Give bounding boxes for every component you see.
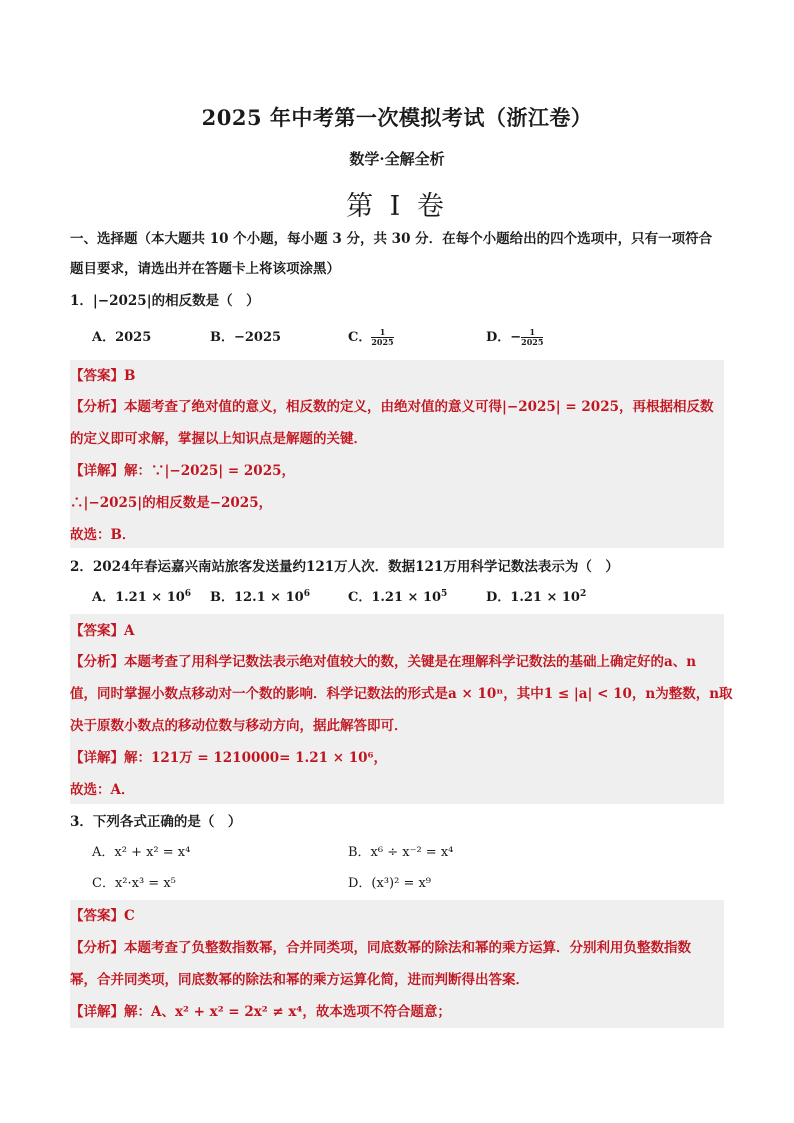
q1-option-c-prefix: C． xyxy=(348,330,372,345)
q1-detail-line-3: 故选：B． xyxy=(70,527,136,543)
q3-option-a: A．x² + x² = x⁴ xyxy=(92,845,191,860)
q1-option-d-prefix: D．− xyxy=(486,330,522,345)
answer-label: 【答案】 xyxy=(70,368,124,384)
q1-detail-line-1 xyxy=(70,461,730,481)
q1-analysis-line-2: 的定义即可求解，掌握以上知识点是解题的关键． xyxy=(70,431,367,447)
detail-text: 解：121万 = 1210000= 1.21 × 10⁶， xyxy=(124,750,387,766)
q1-detail-line-2: ∴|−2025|的相反数是−2025， xyxy=(70,495,273,511)
analysis-text: 本题考查了用科学记数法表示绝对值较大的数，关键是在理解科学记数法的基础上确定好的a、n xyxy=(124,654,697,670)
q1-analysis-line-1 xyxy=(70,397,730,417)
q2-solution-box xyxy=(70,614,724,804)
fraction-denominator: 2025 xyxy=(521,337,544,347)
analysis-text: 本题考查了负整数指数幂，合并同类项，同底数幂的除法和幂的乘方运算．分别利用负整数指数 xyxy=(124,940,691,956)
q2-analysis-line-2: 值，同时掌握小数点移动对一个数的影响．科学记数法的形式是a × 10ⁿ，其中1 ≤ |a| < 10，n为整数，n取 xyxy=(70,686,733,702)
q3-analysis-line-2: 幂，合并同类项，同底数幂的除法和幂的乘方运算化简，进而判断得出答案． xyxy=(70,972,529,988)
q2-option-a xyxy=(92,588,191,608)
answer-label: 【答案】 xyxy=(70,908,124,924)
q2-option-c xyxy=(348,588,447,608)
q1-option-d xyxy=(486,328,543,348)
page-subtitle: 数学·全解全析 xyxy=(349,150,445,168)
fraction-numerator: 1 xyxy=(371,328,393,338)
q1-answer xyxy=(70,366,730,386)
section-instruction-line-2: 题目要求，请选出并在答题卡上将该项涂黑） xyxy=(70,261,340,277)
q2-analysis-line-1 xyxy=(70,652,730,672)
q1-option-b: B．−2025 xyxy=(210,330,282,345)
detail-text: 解：A、x² + x² = 2x² ≠ x⁴，故本选项不符合题意； xyxy=(124,1004,451,1020)
answer-label: 【答案】 xyxy=(70,623,124,639)
section-instruction-line-1: 一、选择题（本大题共 10 个小题，每小题 3 分，共 30 分．在每个小题给出的四个选项中，只有一项符合 xyxy=(70,231,713,247)
q3-option-c: C．x²·x³ = x⁵ xyxy=(92,876,176,891)
q2-option-b xyxy=(210,588,310,608)
q2-option-d xyxy=(486,588,586,608)
question-3-stem: 3．下列各式正确的是（ ） xyxy=(70,814,242,830)
question-1-stem: 1．|−2025|的相反数是（ ） xyxy=(70,293,260,309)
answer-value: C xyxy=(124,908,135,924)
q1-option-c-fraction xyxy=(371,328,393,347)
answer-value: A xyxy=(124,623,135,639)
q2-analysis-line-3: 决于原数小数点的移动位数与移动方向，据此解答即可． xyxy=(70,718,408,734)
q3-detail-line-1 xyxy=(70,1002,730,1022)
q1-solution-box xyxy=(70,360,724,548)
q3-answer xyxy=(70,906,730,926)
volume-heading: 第 I 卷 xyxy=(346,191,448,222)
option-text: D．1.21 × 10 xyxy=(486,590,580,605)
q2-detail-line-2: 故选：A． xyxy=(70,782,135,798)
option-exponent: 5 xyxy=(441,589,448,599)
q3-analysis-line-1 xyxy=(70,938,730,958)
detail-label: 【详解】 xyxy=(70,750,124,766)
q3-option-d: D．(x³)² = x⁹ xyxy=(348,876,432,891)
q2-detail-line-1 xyxy=(70,748,730,768)
option-exponent: 6 xyxy=(303,589,310,599)
option-text: A．1.21 × 10 xyxy=(92,590,185,605)
detail-label: 【详解】 xyxy=(70,463,124,479)
analysis-label: 【分析】 xyxy=(70,399,124,415)
detail-text: 解：∵|−2025| = 2025， xyxy=(124,463,295,479)
fraction-numerator: 1 xyxy=(521,328,543,338)
option-text: C．1.21 × 10 xyxy=(348,590,442,605)
analysis-text: 本题考查了绝对值的意义，相反数的定义，由绝对值的意义可得|−2025| = 2025，再根据相反数 xyxy=(124,399,714,415)
question-2-stem: 2．2024年春运嘉兴南站旅客发送量约121万人次．数据121万用科学记数法表示为（ ） xyxy=(70,559,619,575)
analysis-label: 【分析】 xyxy=(70,940,124,956)
q2-answer xyxy=(70,621,730,641)
answer-value: B xyxy=(124,368,136,384)
page-title: 2025 年中考第一次模拟考试（浙江卷） xyxy=(201,105,593,130)
option-exponent: 6 xyxy=(184,589,192,599)
option-exponent: 2 xyxy=(579,589,587,599)
detail-label: 【详解】 xyxy=(70,1004,124,1020)
q1-option-c xyxy=(348,328,394,348)
option-text: B．12.1 × 10 xyxy=(210,590,304,605)
fraction-denominator: 2025 xyxy=(371,337,394,347)
q3-option-b: B．x⁶ ÷ x⁻² = x⁴ xyxy=(348,845,454,860)
q1-option-d-fraction xyxy=(521,328,543,347)
analysis-label: 【分析】 xyxy=(70,654,124,670)
q1-option-a: A．2025 xyxy=(92,330,152,345)
